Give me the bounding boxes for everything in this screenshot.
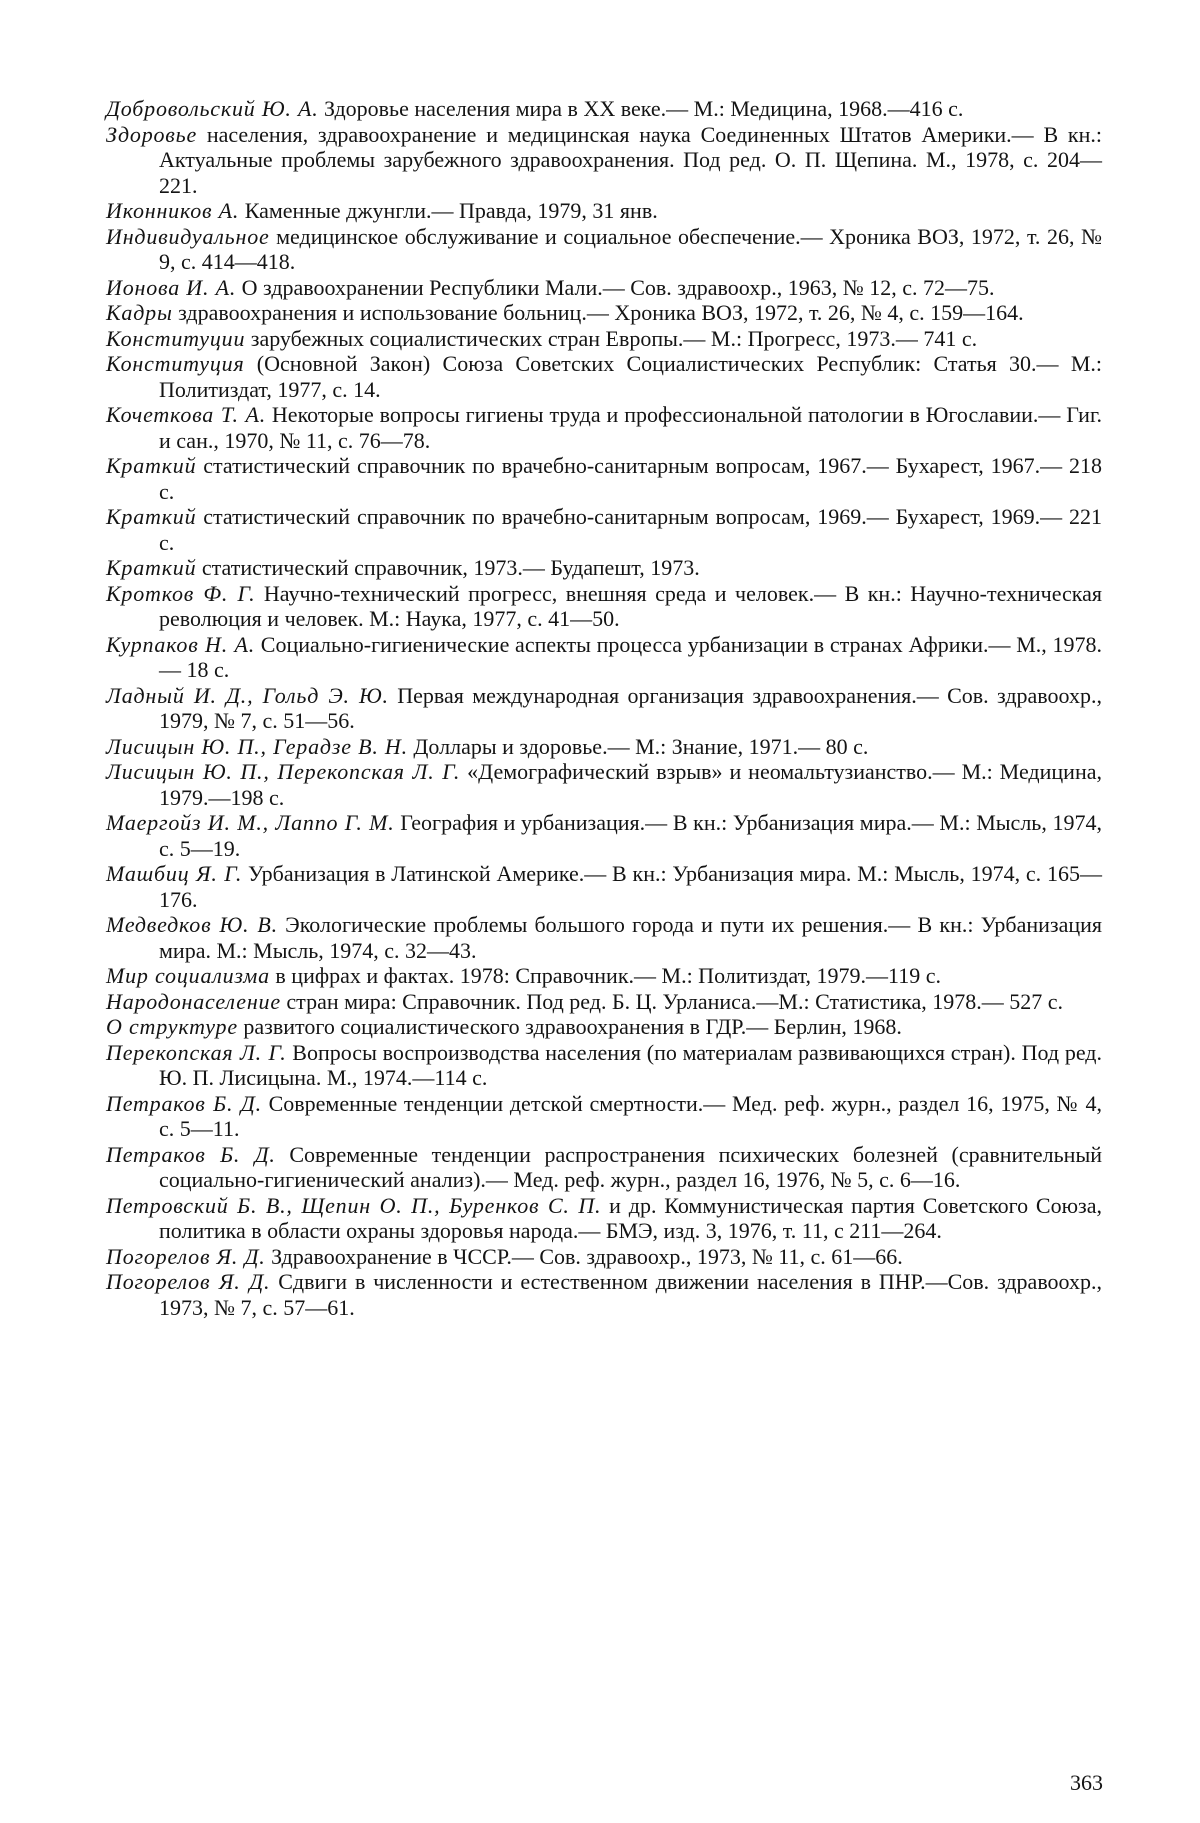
entry-lead: Курпаков Н. А. [106,631,256,657]
entry-text: Первая международная организация здравоохранения.— Сов. здравоохр., 1979, № 7, с. 51—56. [159,682,1102,733]
entry-lead: Погорелов Я. Д. [106,1243,266,1269]
entry-text: Каменные джунгли.— Правда, 1979, 31 янв. [239,198,658,223]
entry-lead: Маергойз И. М., Лаппо Г. М. [106,810,395,835]
bibliography-entry [106,1269,1102,1320]
bibliography-entry [106,1091,1102,1142]
bibliography-entry [106,912,1102,963]
entry-lead: Здоровье [106,121,198,147]
bibliography-entry [106,351,1102,402]
entry-lead: Конституции [106,325,246,351]
bibliography-entry [106,504,1102,555]
entry-lead: Краткий [106,453,197,478]
entry-text: Современные тенденции распространения психических болезней (сравнительный социально-гигиенический анализ).— Мед. реф. журн., раздел 16, 1976, № 5, с. 6—16. [159,1141,1103,1192]
entry-text: Сдвиги в численности и естественном движении населения в ПНР.—Сов. здравоохр., 1973, № 7, с. 57—61. [159,1269,1103,1320]
entry-text: Некоторые вопросы гигиены труда и профессиональной патологии в Югославии.— Гиг. и сан., 1970, № 11, с. 76—78. [159,402,1102,453]
bibliography-entry [106,1244,1102,1270]
entry-lead: Медведков Ю. В. [106,912,278,937]
entry-text: зарубежных социалистических стран Европы.— М.: Прогресс, 1973.— 741 с. [245,325,978,351]
entry-lead: Лисицын Ю. П., Перекопская Л. Г. [106,759,461,784]
entry-text: в цифрах и фактах. 1978: Справочник.— М.: Политиздат, 1979.—119 с. [269,963,942,988]
entry-lead: Лисицын Ю. П., Герадзе В. Н. [106,733,408,759]
entry-text: статистический справочник, 1973.— Будапешт, 1973. [196,555,700,580]
bibliography-entry [106,861,1102,912]
page-number: 363 [1070,1770,1103,1795]
bibliography-entry [106,759,1102,810]
entry-lead: Кочеткова Т. А. [106,402,267,427]
entry-lead: Добровольский Ю. А. [106,96,319,121]
entry-text: и др. Коммунистическая партия Советского Союза, политика в области охраны здоровья народа.— БМЭ, изд. 3, 1976, т. 11, с 211—264. [159,1192,1102,1243]
entry-lead: Мир социализма [106,963,270,988]
bibliography-entry [106,1193,1102,1244]
entry-lead: Кадры [106,300,173,325]
entry-text: География и урбанизация.— В кн.: Урбанизация мира.— М.: Мысль, 1974, с. 5—19. [159,810,1102,861]
entry-text: (Основной Закон) Союза Советских Социалистических Республик: Статья 30.— М.: Политиздат, 1977, с. 14. [159,351,1102,402]
bibliography-entry [106,555,1102,581]
entry-text: Доллары и здоровье.— М.: Знание, 1971.— 80 с. [407,733,869,759]
entry-lead: Петровский Б. В., Щепин О. П., Буренков С. П. [106,1192,602,1218]
entry-text: Социально-гигиенические аспекты процесса урбанизации в странах Африки.— М., 1978.— 18 с. [159,631,1102,682]
bibliography-entry [106,275,1102,301]
entry-text: Урбанизация в Латинской Америке.— В кн.: Урбанизация мира. М.: Мысль, 1974, с. 165—176. [159,861,1102,912]
entry-lead: Народонаселение [106,988,281,1014]
entry-lead: Краткий [106,504,197,529]
bibliography-entry [106,683,1102,734]
entry-lead: Индивидуальное [106,223,270,249]
bibliography-entry [106,402,1102,453]
bibliography-entry [106,198,1102,224]
bibliography-entry [106,96,1102,122]
entry-text: медицинское обслуживание и социальное обеспечение.— Хроника ВОЗ, 1972, т. 26, № 9, с. 414—418. [159,223,1102,274]
entry-text: Современные тенденции детской смертности.— Мед. реф. журн., раздел 16, 1975, № 4, с. 5—11. [159,1090,1102,1141]
bibliography-entry [106,122,1102,199]
bibliography-entry [106,300,1102,326]
bibliography-entry [106,734,1102,760]
entry-text: «Демографический взрыв» и неомальтузианство.— М.: Медицина, 1979.—198 с. [159,759,1102,810]
bibliography-entry [106,224,1102,275]
entry-lead: О структуре [106,1014,238,1039]
entry-text: Здоровье населения мира в XX веке.— М.: Медицина, 1968.—416 с. [318,96,964,121]
entry-text: населения, здравоохранение и медицинская наука Соединенных Штатов Америки.— В кн.: Актуальные проблемы зарубежного здравоохранения. Под ред. О. П. Щепина. М., 1978, с. 204—221. [159,121,1102,198]
bibliography-entry [106,1142,1102,1193]
bibliography-entry [106,632,1102,683]
entry-text: здравоохранения и использование больниц.— Хроника ВОЗ, 1972, т. 26, № 4, с. 159—164. [172,300,1024,325]
entry-lead: Иконников А. [106,198,240,223]
bibliography-entry [106,810,1102,861]
entry-lead: Ладный И. Д., Гольд Э. Ю. [106,682,389,708]
entry-text: статистический справочник по врачебно-санитарным вопросам, 1969.— Бухарест, 1969.— 221 с. [159,504,1102,555]
entry-lead: Кротков Ф. Г. [106,580,256,606]
bibliography-entry [106,963,1102,989]
entry-text: Вопросы воспроизводства населения (по материалам развивающихся стран). Под ред. Ю. П. Лисицына. М., 1974.—114 с. [159,1039,1102,1090]
entry-lead: Перекопская Л. Г. [106,1039,287,1065]
entry-text: Здравоохранение в ЧССР.— Сов. здравоохр., 1973, № 11, с. 61—66. [265,1243,903,1269]
bibliography-entry [106,581,1102,632]
bibliography-entry [106,1014,1102,1040]
entry-lead: Погорелов Я. Д. [106,1269,271,1294]
entry-lead: Петраков Б. Д. [106,1141,276,1167]
entry-lead: Петраков Б. Д. [106,1090,262,1116]
entry-text: статистический справочник по врачебно-санитарным вопросам, 1967.— Бухарест, 1967.— 218 с. [159,453,1102,504]
bibliography-entry [106,1040,1102,1091]
entry-lead: Машбиц Я. Г. [106,861,243,886]
entry-text: Научно-технический прогресс, внешняя среда и человек.— В кн.: Научно-техническая революция и человек. М.: Наука, 1977, с. 41—50. [159,580,1103,631]
bibliography-page [106,96,1102,1320]
entry-lead: Краткий [106,555,197,580]
entry-text: О здравоохранении Республики Мали.— Сов. здравоохр., 1963, № 12, с. 72—75. [236,274,995,300]
entry-text: Экологические проблемы большого города и пути их решения.— В кн.: Урбанизация мира. М.: Мысль, 1974, с. 32—43. [159,912,1103,963]
entry-lead: Ионова И. А. [106,274,237,300]
entry-lead: Конституция [106,351,245,376]
bibliography-entry [106,453,1102,504]
entry-text: развитого социалистического здравоохранения в ГДР.— Берлин, 1968. [237,1014,902,1039]
bibliography-entry [106,989,1102,1015]
bibliography-entry [106,326,1102,352]
bibliography-list [106,96,1102,1320]
entry-text: стран мира: Справочник. Под ред. Б. Ц. Урланиса.—М.: Статистика, 1978.— 527 с. [280,988,1063,1014]
